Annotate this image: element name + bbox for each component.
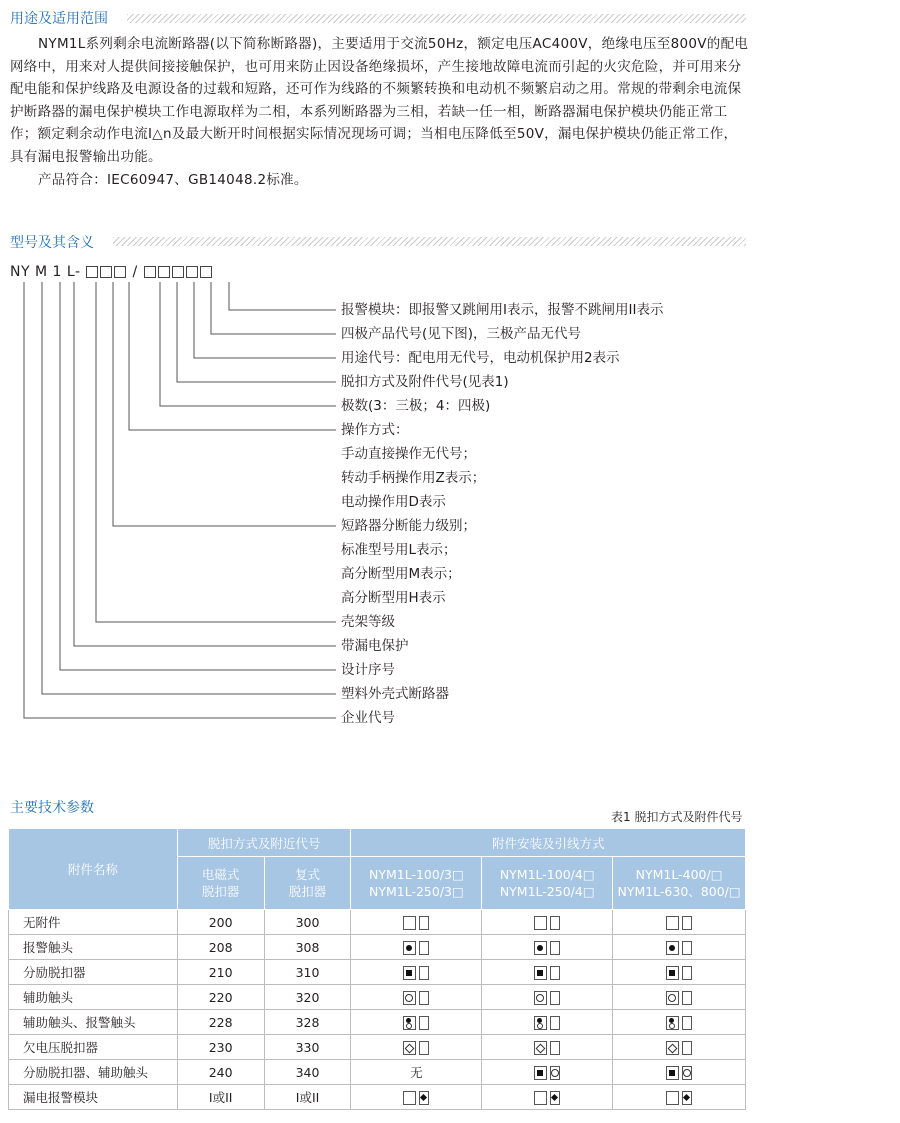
cell-text: 漏电报警模块: [23, 1090, 99, 1105]
accessory-diamond-icon: [666, 1041, 692, 1055]
code-enterprise: NY: [10, 264, 31, 280]
not-available-text: 无: [410, 1065, 423, 1080]
accessory-diamond-icon: [403, 1041, 429, 1055]
code-box: [186, 266, 198, 278]
model-label-2: 用途代号：配电用无代号，电动机保护用2表示: [341, 350, 620, 366]
code-box: [100, 266, 112, 278]
header-stripe-2: [113, 237, 746, 246]
cell-text: 欠电压脱扣器: [23, 1040, 99, 1055]
table-cell: [264, 985, 351, 1010]
cell-text: 328: [295, 1014, 320, 1030]
model-label-0: 报警模块：即报警又跳闸用I表示，报警不跳闸用II表示: [341, 302, 664, 318]
accessory-circle-icon: [666, 991, 692, 1005]
table-cell: [177, 1010, 264, 1035]
table-cell: [613, 910, 746, 935]
table-cell: [9, 960, 178, 985]
accessory-alarm-icon: [666, 1091, 692, 1105]
model-label-4: 极数(3：三极；4：四极): [341, 398, 491, 414]
table-row: [9, 960, 746, 985]
section-model-header: [10, 232, 94, 252]
table-cell: [351, 1035, 482, 1060]
code-m: M: [34, 264, 48, 280]
code-box: [158, 266, 170, 278]
model-label-12: 高分断型用H表示: [341, 590, 446, 606]
accessory-alarm-icon: [403, 1091, 429, 1105]
table-cell: [9, 985, 178, 1010]
accessory-none-icon: [403, 916, 429, 930]
code-box: [144, 266, 156, 278]
table-cell: [351, 935, 482, 960]
cell-text: 210: [208, 964, 233, 980]
cell-text: 308: [295, 939, 320, 955]
table-cell: [264, 1060, 351, 1085]
accessory-square-icon: [403, 966, 429, 980]
header-install-group: 附件安装及引线方式: [351, 829, 746, 857]
accessory-dot-circle-icon: [666, 1016, 692, 1030]
table-cell: [264, 910, 351, 935]
model-label-7: 转动手柄操作用Z表示；: [341, 470, 486, 486]
table-cell: [177, 985, 264, 1010]
model-tree-lines: [0, 280, 345, 730]
table-cell: [264, 1010, 351, 1035]
accessory-dot-icon: [534, 941, 560, 955]
table-cell: [264, 1035, 351, 1060]
model-code: [10, 264, 213, 280]
section-params-header: [10, 797, 94, 817]
table-row: [9, 1085, 746, 1110]
section-usage-title: 用途及适用范围: [10, 11, 108, 27]
code-box: [172, 266, 184, 278]
table-cell: [482, 1060, 613, 1085]
accessory-dot-circle-icon: [534, 1016, 560, 1030]
accessory-square-circle-icon: [534, 1066, 560, 1080]
cell-text: I或II: [208, 1090, 233, 1105]
cell-text: 无附件: [23, 915, 61, 930]
table-cell: [177, 910, 264, 935]
accessory-none-icon: [534, 916, 560, 930]
model-label-1: 四极产品代号(见下图)，三极产品无代号: [341, 326, 582, 342]
header-stripe-1: [127, 14, 746, 23]
table-row: [9, 1010, 746, 1035]
code-design: 1: [52, 264, 62, 280]
table-cell: [613, 1035, 746, 1060]
table-cell: [177, 935, 264, 960]
cell-text: 200: [208, 914, 233, 930]
table-cell: [482, 1085, 613, 1110]
model-label-11: 高分断型用M表示；: [341, 566, 461, 582]
table-cell: [177, 960, 264, 985]
table-row: [9, 985, 746, 1010]
table-cell: [351, 910, 482, 935]
accessory-alarm-icon: [534, 1091, 560, 1105]
table-cell: [482, 1035, 613, 1060]
table-caption: 表1 脱扣方式及附件代号: [611, 810, 743, 824]
accessory-dot-icon: [666, 941, 692, 955]
code-l: L: [66, 264, 75, 280]
accessory-square-circle-icon: [666, 1066, 692, 1080]
accessory-dot-icon: [403, 941, 429, 955]
table-cell: [482, 985, 613, 1010]
cell-text: 230: [208, 1039, 233, 1055]
cell-text: 330: [295, 1039, 320, 1055]
header-compound: 复式 脱扣器: [264, 857, 351, 910]
code-box: [86, 266, 98, 278]
cell-text: 分励脱扣器、辅助触头: [23, 1065, 149, 1080]
model-label-17: 企业代号: [341, 710, 395, 726]
code-dash: -: [74, 264, 81, 280]
table-cell: [9, 1085, 178, 1110]
accessory-diamond-icon: [534, 1041, 560, 1055]
table-cell: [264, 935, 351, 960]
cell-text: 208: [208, 939, 233, 955]
cell-text: 300: [295, 914, 320, 930]
accessory-circle-icon: [534, 991, 560, 1005]
table-cell: [351, 1010, 482, 1035]
code-box: [114, 266, 126, 278]
table-cell: [613, 1085, 746, 1110]
cell-text: 报警触头: [23, 940, 74, 955]
table-cell: [482, 935, 613, 960]
table-cell: [482, 910, 613, 935]
table-cell: [351, 985, 482, 1010]
table-cell: [482, 960, 613, 985]
header-model-c: NYM1L-400/□ NYM1L-630、800/□: [613, 857, 746, 910]
header-accessory-name: 附件名称: [9, 829, 178, 910]
model-label-15: 设计序号: [341, 662, 395, 678]
accessory-dot-circle-icon: [403, 1016, 429, 1030]
table-row: [9, 1035, 746, 1060]
model-label-10: 标准型号用L表示；: [341, 542, 457, 558]
cell-text: 分励脱扣器: [23, 965, 86, 980]
code-box: [200, 266, 212, 278]
table-cell: [264, 1085, 351, 1110]
cell-text: 228: [208, 1014, 233, 1030]
model-label-14: 带漏电保护: [341, 638, 409, 654]
table-cell: [9, 1035, 178, 1060]
cell-text: I或II: [295, 1090, 320, 1105]
section-usage-header: [10, 8, 108, 28]
cell-text: 220: [208, 989, 233, 1005]
accessory-square-icon: [534, 966, 560, 980]
table-cell: [177, 1035, 264, 1060]
model-label-5: 操作方式：: [341, 422, 409, 438]
model-label-6: 手动直接操作无代号；: [341, 446, 476, 462]
cell-text: 辅助触头: [23, 990, 74, 1005]
cell-text: 340: [295, 1064, 320, 1080]
cell-text: 辅助触头、报警触头: [23, 1015, 136, 1030]
table-cell: [613, 1010, 746, 1035]
accessory-none-icon: [666, 916, 692, 930]
header-model-b: NYM1L-100/4□ NYM1L-250/4□: [482, 857, 613, 910]
header-trip-group: 脱扣方式及附近代号: [177, 829, 351, 857]
cell-text: 320: [295, 989, 320, 1005]
table-row: [9, 935, 746, 960]
table-row: [9, 910, 746, 935]
table-cell: [613, 1060, 746, 1085]
usage-description: [10, 33, 750, 191]
table-cell: [9, 935, 178, 960]
model-label-3: 脱扣方式及附件代号(见表1): [341, 374, 509, 390]
header-model-a: NYM1L-100/3□ NYM1L-250/3□: [351, 857, 482, 910]
cell-text: 310: [295, 964, 320, 980]
accessory-table: [8, 828, 746, 1110]
table-cell: [613, 960, 746, 985]
table-cell: [351, 960, 482, 985]
table-row: [9, 1060, 746, 1085]
usage-paragraph: NYM1L系列剩余电流断路器(以下简称断路器)，主要适用于交流50Hz，额定电压AC400V，绝缘电压至800V的配电网络中，用来对人提供间接接触保护，也可用来防止因设备绝缘损坏，产生接地故障电流而引起的火灾危险，并可用来分配电能和保护线路及电源设备的过载和短路，还可作为线路的不频繁转换和电动机不频繁启动之用。常规的带剩余电流保护断路器的漏电保护模块工作电源取样为二相，本系列断路器为三相，若缺一任一相，断路器漏电保护模块仍能正常工作；额定剩余动作电流I△n及最大断开时间根据实际情况现场可调；当相电压降低至50V，漏电保护模块仍能正常工作，具有漏电报警输出功能。: [10, 36, 749, 165]
table-cell: [613, 935, 746, 960]
accessory-circle-icon: [403, 991, 429, 1005]
table-cell: [482, 1010, 613, 1035]
model-label-16: 塑料外壳式断路器: [341, 686, 449, 702]
section-params-title: 主要技术参数: [10, 800, 94, 816]
section-model-title: 型号及其含义: [10, 235, 94, 251]
table-cell: [613, 985, 746, 1010]
table-cell: [9, 910, 178, 935]
table-cell: [177, 1085, 264, 1110]
model-label-9: 短路器分断能力级别；: [341, 518, 476, 534]
table-cell: [351, 1060, 482, 1085]
code-slash: /: [132, 264, 138, 280]
accessory-square-icon: [666, 966, 692, 980]
model-label-13: 壳架等级: [341, 614, 395, 630]
table-cell: [177, 1060, 264, 1085]
table-cell: [351, 1085, 482, 1110]
header-electromagnetic: 电磁式 脱扣器: [177, 857, 264, 910]
table-cell: [9, 1010, 178, 1035]
table-cell: [9, 1060, 178, 1085]
model-label-8: 电动操作用D表示: [341, 494, 446, 510]
standards-paragraph: 产品符合：IEC60947、GB14048.2标准。: [38, 171, 308, 188]
cell-text: 240: [208, 1064, 233, 1080]
table-cell: [264, 960, 351, 985]
